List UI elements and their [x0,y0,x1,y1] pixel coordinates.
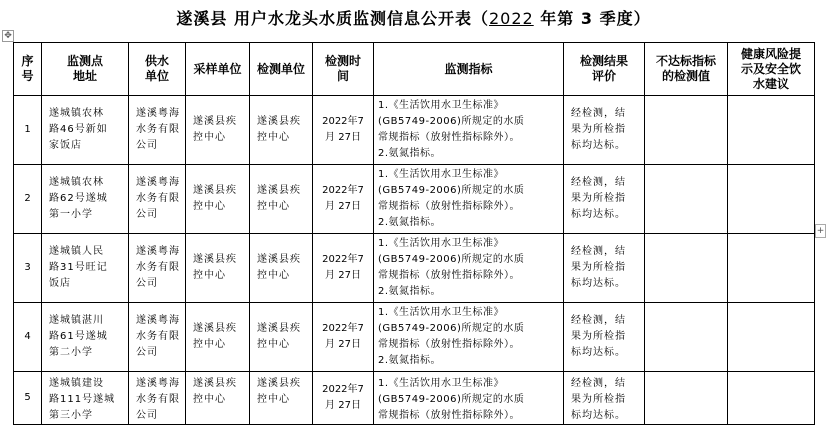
header-line: 间 [336,69,349,83]
header-advice [728,43,815,96]
cell-tester-line: 遂溪县疾 [257,323,301,334]
table-row [14,96,815,165]
header-line: 采样单位 [193,61,242,76]
cell-result-line: 标均达标。 [571,209,626,220]
cell-address-line: 路46号新如 [49,124,108,135]
cell-tester [250,165,313,234]
header-line: 序 [21,54,34,68]
header-indicators [374,43,564,96]
cell-no: 4 [14,303,42,372]
header-line: 监测指标 [444,61,493,76]
header-date [313,43,374,96]
cell-noncompliant [645,234,728,303]
cell-sampler-line: 遂溪县疾 [193,116,237,127]
cell-no: 1 [14,96,42,165]
cell-date-line: 月 27日 [325,270,361,281]
cell-sampler-line: 控中心 [193,201,226,212]
cell-address [42,372,129,425]
table-row [14,372,815,425]
cell-date-line: 月 27日 [325,201,361,212]
cell-date [313,372,374,425]
cell-indicators-line: 1.《生活饮用水卫生标准》 [378,307,505,318]
page-title [0,6,827,29]
header-no [14,43,42,96]
cell-date-line: 月 27日 [325,339,361,350]
cell-tester-line: 控中心 [257,270,290,281]
water-quality-table [13,42,815,425]
table-body [14,96,815,425]
cell-result [564,303,645,372]
cell-supplier-line: 遂溪粤海 [136,378,180,389]
cell-no: 2 [14,165,42,234]
cell-indicators-line: 2.氨氮指标。 [378,148,442,159]
title-mid: 年第 [533,9,581,28]
cell-supplier-line: 遂溪粤海 [136,315,180,326]
cell-supplier-line: 公司 [136,410,158,421]
cell-sampler-line: 控中心 [193,339,226,350]
cell-tester [250,303,313,372]
table-row [14,234,815,303]
cell-sampler-line: 控中心 [193,132,226,143]
cell-date [313,303,374,372]
cell-supplier [129,372,186,425]
cell-supplier-line: 水务有限 [136,262,180,273]
cell-indicators-line: 常规指标（放射性指标除外）。 [378,339,520,350]
cell-date [313,234,374,303]
cell-indicators-line: 常规指标（放射性指标除外）。 [378,410,520,421]
cell-indicators-line: 2.氨氮指标。 [378,286,442,297]
header-line: 的检测值 [661,69,710,83]
header-sampler [186,43,250,96]
cell-result-line: 果为所检指 [571,331,626,342]
cell-result-line: 经检测，结 [571,378,626,389]
header-line: 评价 [591,69,616,83]
header-line: 供水 [144,54,169,68]
cell-address-line: 遂城镇湛川 [49,315,104,326]
header-result [564,43,645,96]
cell-supplier-line: 公司 [136,278,158,289]
title-year: 2022 [488,9,534,28]
cell-tester-line: 控中心 [257,339,290,350]
cell-indicators-line: (GB5749-2006)所规定的水质 [378,323,525,334]
cell-address-line: 路31号旺记 [49,262,108,273]
header-noncompliant [645,43,728,96]
header-supplier [129,43,186,96]
cell-result-line: 果为所检指 [571,262,626,273]
cell-result [564,96,645,165]
cell-result [564,165,645,234]
cell-advice [728,303,815,372]
cell-sampler [186,96,250,165]
cell-supplier-line: 公司 [136,140,158,151]
add-column-handle-icon[interactable]: + [816,226,825,236]
cell-tester [250,372,313,425]
cell-indicators-line: (GB5749-2006)所规定的水质 [378,254,525,265]
cell-indicators-line: 1.《生活饮用水卫生标准》 [378,378,505,389]
cell-result-line: 经检测，结 [571,108,626,119]
cell-indicators-line: 1.《生活饮用水卫生标准》 [378,100,505,111]
cell-address-line: 路62号遂城 [49,193,108,204]
cell-sampler-line: 遂溪县疾 [193,254,237,265]
cell-tester-line: 遂溪县疾 [257,378,301,389]
cell-supplier-line: 水务有限 [136,331,180,342]
cell-sampler-line: 控中心 [193,270,226,281]
cell-date [313,165,374,234]
header-line: 示及安全饮 [740,61,801,76]
cell-tester-line: 遂溪县疾 [257,185,301,196]
cell-sampler [186,372,250,425]
header-line: 不达标指标 [655,54,716,68]
cell-date-line: 2022年7 [322,185,364,196]
cell-address-line: 第二小学 [49,347,93,358]
cell-address-line: 第三小学 [49,410,93,421]
title-prefix: 遂溪县 用户水龙头水质监测信息公开表（ [176,9,489,28]
header-line: 检测单位 [256,61,305,76]
cell-no: 3 [14,234,42,303]
cell-result-line: 标均达标。 [571,410,626,421]
cell-tester-line: 遂溪县疾 [257,254,301,265]
cell-address-line: 遂城镇农林 [49,108,104,119]
cell-indicators-line: 2.氨氮指标。 [378,355,442,366]
cell-address-line: 第一小学 [49,209,93,220]
cell-supplier [129,303,186,372]
cell-tester [250,96,313,165]
cell-result-line: 经检测，结 [571,246,626,257]
cell-sampler-line: 遂溪县疾 [193,185,237,196]
cell-address-line: 路61号遂城 [49,331,108,342]
cell-tester-line: 控中心 [257,394,290,405]
header-line: 水建议 [752,76,789,91]
cell-supplier-line: 遂溪粤海 [136,246,180,257]
cell-supplier-line: 水务有限 [136,394,180,405]
cell-indicators-line: 1.《生活饮用水卫生标准》 [378,238,505,249]
cell-result-line: 果为所检指 [571,193,626,204]
cell-date-line: 月 27日 [325,400,361,411]
cell-address-line: 饭店 [49,278,71,289]
cell-tester-line: 遂溪县疾 [257,116,301,127]
cell-no: 5 [14,372,42,425]
cell-result-line: 标均达标。 [571,347,626,358]
cell-advice [728,96,815,165]
cell-indicators-line: 常规指标（放射性指标除外）。 [378,201,520,212]
cell-sampler-line: 遂溪县疾 [193,378,237,389]
header-line: 检测时 [324,54,361,68]
cell-date-line: 2022年7 [322,323,364,334]
cell-indicators-line: (GB5749-2006)所规定的水质 [378,394,525,405]
cell-indicators [374,372,564,425]
cell-sampler [186,234,250,303]
cell-supplier-line: 公司 [136,209,158,220]
cell-indicators-line: 1.《生活饮用水卫生标准》 [378,169,505,180]
cell-address [42,303,129,372]
header-line: 号 [21,69,34,83]
cell-indicators [374,234,564,303]
cell-result-line: 经检测，结 [571,177,626,188]
cell-supplier-line: 水务有限 [136,193,180,204]
cell-indicators-line: 常规指标（放射性指标除外）。 [378,132,520,143]
header-line: 检测结果 [579,54,628,68]
cell-sampler [186,165,250,234]
cell-tester [250,234,313,303]
cell-noncompliant [645,372,728,425]
cell-address-line: 遂城镇人民 [49,246,104,257]
cell-advice [728,372,815,425]
cell-indicators [374,303,564,372]
cell-indicators-line: 2.氨氮指标。 [378,217,442,228]
cell-date-line: 月 27日 [325,132,361,143]
cell-address-line: 家饭店 [49,140,82,151]
header-line: 单位 [144,69,169,83]
table-move-handle-icon[interactable]: ✥ [2,30,14,42]
cell-result-line: 果为所检指 [571,394,626,405]
cell-indicators-line: 常规指标（放射性指标除外）。 [378,270,520,281]
cell-supplier [129,96,186,165]
cell-supplier [129,165,186,234]
cell-noncompliant [645,96,728,165]
cell-supplier-line: 水务有限 [136,124,180,135]
cell-indicators [374,165,564,234]
cell-date-line: 2022年7 [322,116,364,127]
cell-indicators-line: (GB5749-2006)所规定的水质 [378,185,525,196]
cell-address [42,234,129,303]
header-tester [250,43,313,96]
cell-tester-line: 控中心 [257,201,290,212]
cell-noncompliant [645,303,728,372]
cell-advice [728,165,815,234]
title-suffix: 季度） [593,9,651,28]
cell-date-line: 2022年7 [322,254,364,265]
cell-result [564,372,645,425]
cell-supplier-line: 遂溪粤海 [136,177,180,188]
cell-sampler [186,303,250,372]
cell-tester-line: 控中心 [257,132,290,143]
cell-address-line: 路111号遂城 [49,394,116,405]
cell-result-line: 标均达标。 [571,278,626,289]
cell-date [313,96,374,165]
cell-date-line: 2022年7 [322,384,364,395]
header-address [42,43,129,96]
cell-supplier [129,234,186,303]
cell-sampler-line: 控中心 [193,394,226,405]
cell-indicators [374,96,564,165]
header-line: 监测点 [66,54,103,68]
header-line: 健康风险提 [740,46,801,61]
cell-advice [728,234,815,303]
cell-result-line: 经检测，结 [571,315,626,326]
cell-supplier-line: 遂溪粤海 [136,108,180,119]
cell-indicators-line: (GB5749-2006)所规定的水质 [378,116,525,127]
cell-result-line: 果为所检指 [571,124,626,135]
cell-address-line: 遂城镇建设 [49,378,104,389]
cell-address-line: 遂城镇农林 [49,177,104,188]
table-header-row [14,43,815,96]
cell-address [42,96,129,165]
title-quarter: 3 [580,9,593,28]
cell-address [42,165,129,234]
header-line: 地址 [72,69,97,83]
table-row [14,165,815,234]
table-row [14,303,815,372]
cell-supplier-line: 公司 [136,347,158,358]
cell-sampler-line: 遂溪县疾 [193,323,237,334]
cell-result-line: 标均达标。 [571,140,626,151]
cell-noncompliant [645,165,728,234]
cell-result [564,234,645,303]
